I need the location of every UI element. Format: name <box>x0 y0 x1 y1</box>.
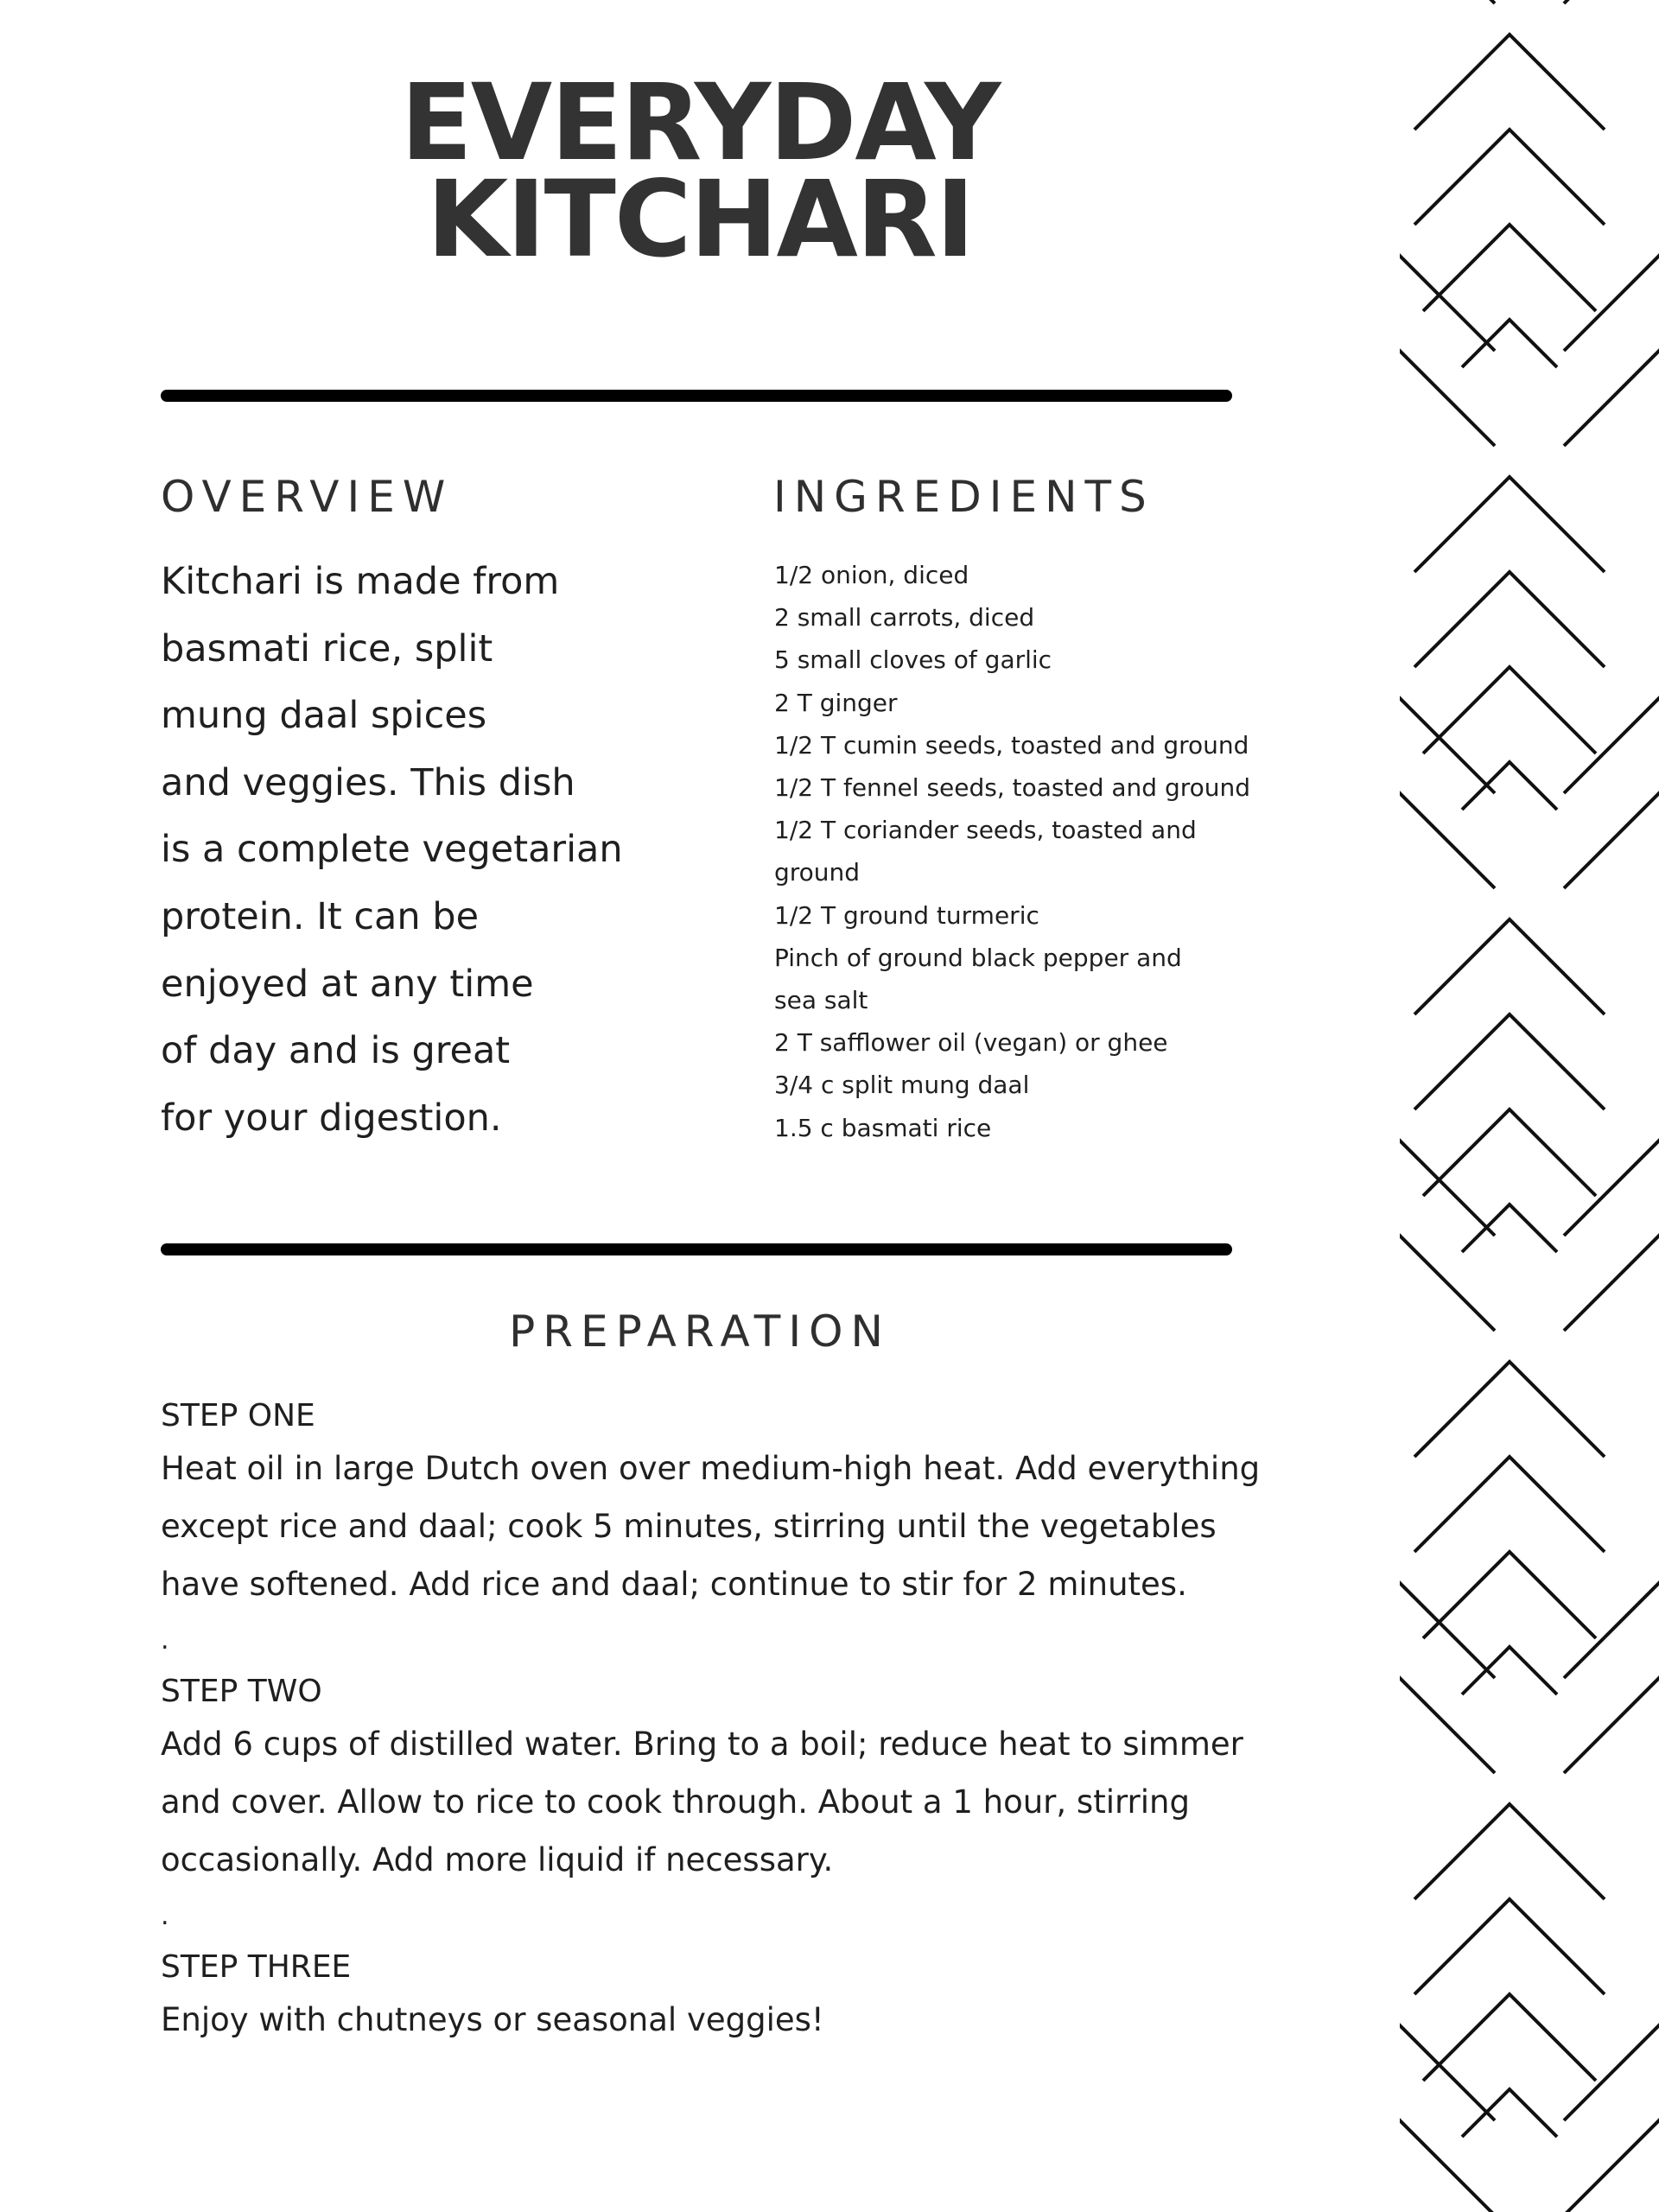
chevron-mark <box>1564 1236 1659 1331</box>
chevron-mark <box>1564 1141 1659 1236</box>
chevron-mark <box>1423 225 1596 311</box>
chevron-mark <box>1423 667 1596 753</box>
chevron-mark <box>1400 0 1495 3</box>
chevron-mark <box>1564 0 1659 3</box>
chevron-mark <box>1462 1205 1557 1252</box>
ingredient-item: 1/2 T cumin seeds, toasted and ground <box>774 730 1249 760</box>
step-separator: . <box>161 1901 169 1931</box>
chevron-mark <box>1564 351 1659 446</box>
chevron-mark <box>1564 793 1659 888</box>
ingredient-item: sea salt <box>774 986 868 1015</box>
step-line: except rice and daal; cook 5 minutes, stirring until the vegetables <box>161 1508 1217 1545</box>
chevron-mark <box>1423 1994 1596 2081</box>
chevron-mark <box>1400 1583 1495 1678</box>
chevron-mark <box>1414 1457 1605 1552</box>
step-two-text <box>161 1715 1284 1889</box>
overview-line: of day and is great <box>161 1029 511 1073</box>
chevron-mark <box>1423 1109 1596 1196</box>
chevron-mark <box>1414 1899 1605 1994</box>
middle-divider <box>161 1243 1232 1255</box>
chevron-mark <box>1462 762 1557 810</box>
chevron-mark <box>1400 1678 1495 1773</box>
chevron-mark <box>1414 130 1605 225</box>
chevron-group <box>1400 0 1659 2212</box>
chevron-mark <box>1400 1236 1495 1331</box>
chevron-mark <box>1462 2089 1557 2137</box>
chevron-mark <box>1400 351 1495 446</box>
chevron-mark <box>1414 1014 1605 1109</box>
ingredient-item: 1/2 T coriander seeds, toasted and <box>774 816 1197 845</box>
ingredient-item: 3/4 c split mung daal <box>774 1071 1030 1100</box>
ingredient-item: 2 small carrots, diced <box>774 603 1035 632</box>
chevron-pattern-panel <box>1400 0 1659 2212</box>
overview-line: basmati rice, split <box>161 626 493 671</box>
recipe-title <box>0 61 1400 281</box>
ingredient-item: 1/2 onion, diced <box>774 561 969 589</box>
overview-line: and veggies. This dish <box>161 760 575 804</box>
step-line: occasionally. Add more liquid if necessary. <box>161 1841 834 1878</box>
chevron-mark <box>1564 1583 1659 1678</box>
chevron-pattern <box>1400 0 1659 2212</box>
step-one-label: STEP ONE <box>161 1398 315 1433</box>
ingredient-item: 1/2 T fennel seeds, toasted and ground <box>774 773 1251 803</box>
chevron-mark <box>1423 1552 1596 1638</box>
chevron-mark <box>1414 35 1605 130</box>
step-line: and cover. Allow to rice to cook through. About a 1 hour, stirring <box>161 1783 1190 1821</box>
overview-line: Kitchari is made from <box>161 560 560 603</box>
chevron-mark <box>1400 2120 1495 2212</box>
overview-line: is a complete vegetarian <box>161 828 623 872</box>
step-line: Add 6 cups of distilled water. Bring to a boil; reduce heat to simmer <box>161 1726 1243 1763</box>
chevron-mark <box>1414 1804 1605 1899</box>
step-line: Heat oil in large Dutch oven over medium-high heat. Add everything <box>161 1450 1261 1487</box>
preparation-steps <box>161 1393 1284 2049</box>
chevron-mark <box>1400 698 1495 793</box>
ingredients-list <box>774 554 1258 1149</box>
chevron-mark <box>1462 320 1557 367</box>
chevron-mark <box>1400 793 1495 888</box>
step-three-text <box>161 1991 1284 2049</box>
step-one-text <box>161 1440 1284 1613</box>
step-three-label: STEP THREE <box>161 1949 352 1985</box>
chevron-mark <box>1414 477 1605 572</box>
ingredient-item: 2 T ginger <box>774 688 898 717</box>
chevron-mark <box>1400 1141 1495 1236</box>
preparation-heading: PREPARATION <box>509 1306 891 1357</box>
overview-line: enjoyed at any time <box>161 962 534 1006</box>
chevron-mark <box>1414 1362 1605 1457</box>
chevron-mark <box>1564 1678 1659 1773</box>
ingredient-item: 1.5 c basmati rice <box>774 1113 992 1142</box>
chevron-mark <box>1400 2025 1495 2120</box>
ingredient-item: 2 T safflower oil (vegan) or ghee <box>774 1028 1168 1058</box>
step-line: Enjoy with chutneys or seasonal veggies! <box>161 2001 824 2038</box>
chevron-mark <box>1564 256 1659 351</box>
recipe-title-line-2: KITCHARI <box>426 158 974 281</box>
chevron-mark <box>1564 2025 1659 2120</box>
ingredient-item: ground <box>774 858 861 887</box>
chevron-mark <box>1564 698 1659 793</box>
chevron-mark <box>1414 919 1605 1014</box>
chevron-mark <box>1400 256 1495 351</box>
step-separator: . <box>161 1625 169 1656</box>
overview-heading: OVERVIEW <box>161 472 454 522</box>
chevron-mark <box>1564 2120 1659 2212</box>
ingredient-item: Pinch of ground black pepper and <box>774 943 1182 972</box>
step-two-label: STEP TWO <box>161 1674 322 1709</box>
chevron-mark <box>1462 1647 1557 1694</box>
chevron-mark <box>1414 572 1605 667</box>
ingredient-item: 1/2 T ground turmeric <box>774 900 1039 930</box>
step-line: have softened. Add rice and daal; continue to stir for 2 minutes. <box>161 1566 1187 1603</box>
overview-line: protein. It can be <box>161 894 480 938</box>
overview-line: mung daal spices <box>161 694 487 738</box>
overview-line: for your digestion. <box>161 1096 502 1140</box>
top-divider <box>161 390 1232 402</box>
ingredient-item: 5 small cloves of garlic <box>774 645 1052 675</box>
overview-text <box>161 549 679 1152</box>
ingredients-heading: INGREDIENTS <box>773 472 1154 522</box>
recipe-title-line-1: EVERYDAY <box>400 61 1000 184</box>
